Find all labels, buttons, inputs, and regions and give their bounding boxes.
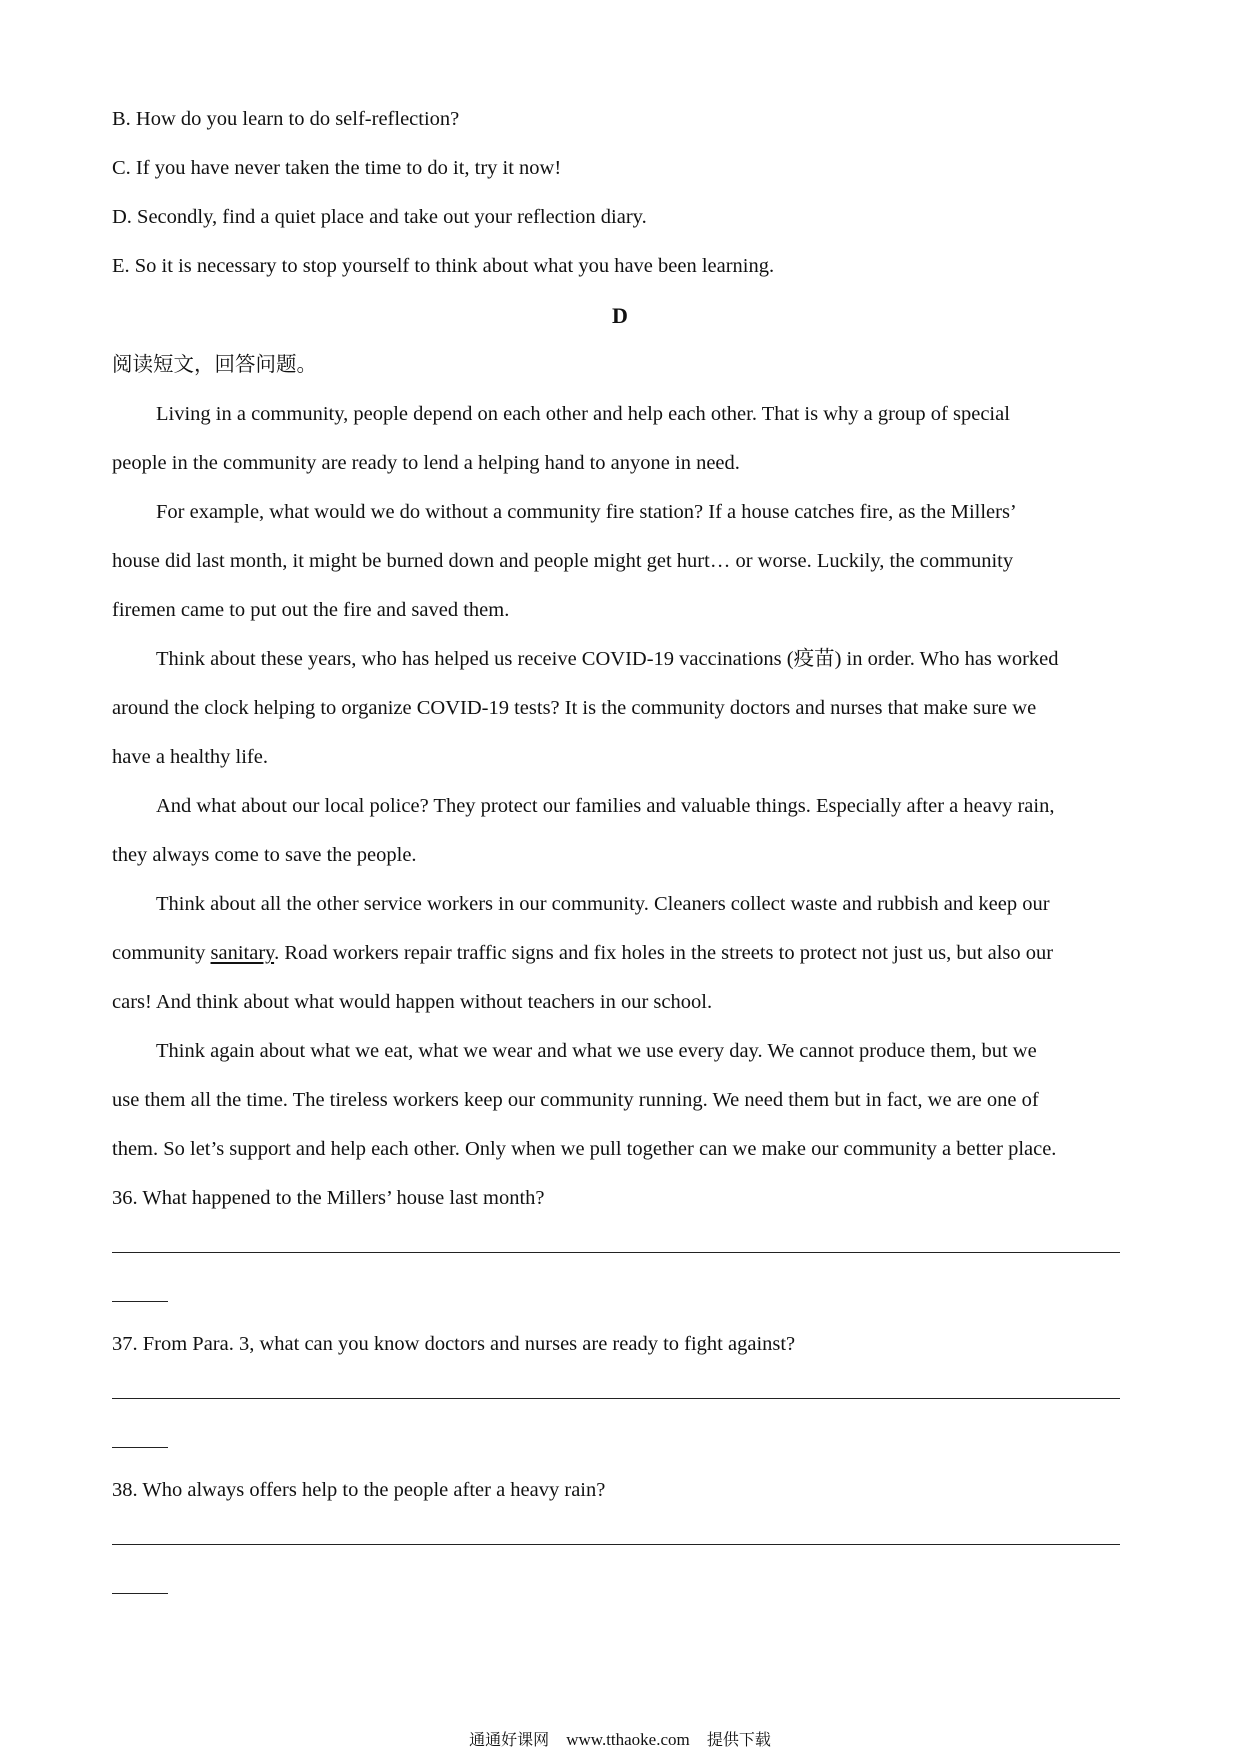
passage-line: Think about all the other service workers in our community. Cleaners collect waste and rubbish and keep our [156, 893, 1050, 915]
answer-line-37-end [112, 1447, 168, 1448]
passage-line: For example, what would we do without a community fire station? If a house catches fire, as the Millers’ [156, 501, 1017, 523]
passage-text: community [112, 942, 211, 964]
passage-line: people in the community are ready to lend a helping hand to anyone in need. [112, 452, 740, 474]
passage-line: use them all the time. The tireless workers keep our community running. We need them but in fact, we are one of [112, 1089, 1039, 1111]
answer-line-37[interactable] [112, 1398, 1120, 1399]
section-heading: D [612, 303, 628, 328]
answer-line-36[interactable] [112, 1252, 1120, 1253]
footer-site-name: 通通好课网 [469, 1730, 550, 1749]
option-d: D. Secondly, find a quiet place and take out your reflection diary. [112, 206, 647, 228]
passage-line [112, 940, 1053, 966]
passage-line: Think about these years, who has helped us receive COVID-19 vaccinations (疫苗) in order. Who has worked [156, 648, 1059, 670]
instruction: 阅读短文，回答问题。 [112, 354, 317, 376]
option-e: E. So it is necessary to stop yourself to think about what you have been learning. [112, 255, 775, 277]
passage-text: . Road workers repair traffic signs and fix holes in the streets to protect not just us, but also our [274, 942, 1054, 964]
passage-line: And what about our local police? They protect our families and valuable things. Especially after a heavy rain, [156, 795, 1055, 817]
option-c: C. If you have never taken the time to do it, try it now! [112, 157, 562, 179]
passage-line: have a healthy life. [112, 746, 268, 768]
passage-line: around the clock helping to organize COVID-19 tests? It is the community doctors and nurses that make sure we [112, 697, 1037, 719]
passage-line: them. So let’s support and help each other. Only when we pull together can we make our community a better place. [112, 1138, 1057, 1160]
passage-line: cars! And think about what would happen without teachers in our school. [112, 991, 713, 1013]
page-footer [0, 1730, 1240, 1750]
question-37: 37. From Para. 3, what can you know doctors and nurses are ready to fight against? [112, 1333, 796, 1355]
question-36: 36. What happened to the Millers’ house last month? [112, 1187, 545, 1209]
question-38: 38. Who always offers help to the people after a heavy rain? [112, 1479, 606, 1501]
passage-line: firemen came to put out the fire and saved them. [112, 599, 510, 621]
answer-line-36-end [112, 1301, 168, 1302]
passage-line: Think again about what we eat, what we wear and what we use every day. We cannot produce them, but we [156, 1040, 1037, 1062]
answer-line-38-end [112, 1593, 168, 1594]
answer-line-38[interactable] [112, 1544, 1120, 1545]
passage-line: they always come to save the people. [112, 844, 417, 866]
footer-suffix: 提供下载 [706, 1730, 771, 1749]
passage-line: house did last month, it might be burned down and people might get hurt… or worse. Luckily, the community [112, 550, 1014, 572]
passage-line: Living in a community, people depend on each other and help each other. That is why a group of special [156, 403, 1010, 425]
option-b: B. How do you learn to do self-reflection? [112, 108, 460, 130]
underlined-word: sanitary [210, 942, 275, 964]
footer-url[interactable]: www.tthaoke.com [566, 1730, 690, 1749]
